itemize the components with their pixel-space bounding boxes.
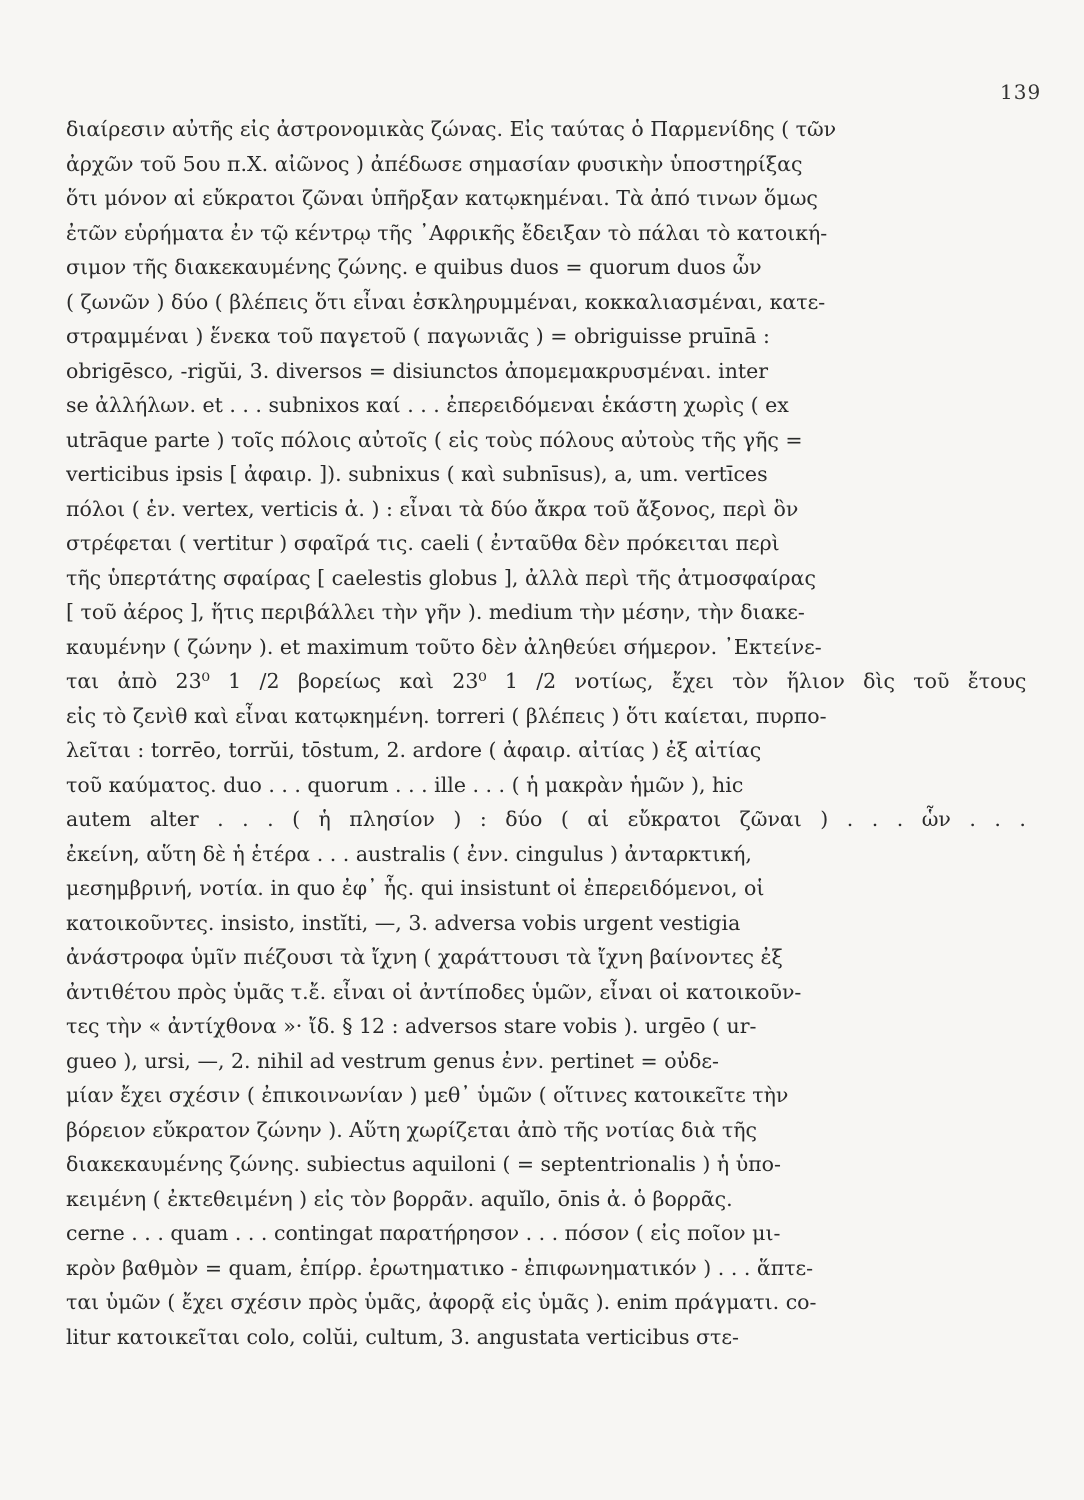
text-line: τες τὴν « ἀντίχθονα »· ἴδ. § 12 : adversos stare vobis ). urgēo ( ur- <box>66 1014 757 1038</box>
text-line: utrāque parte ) τοῖς πόλοις αὐτοῖς ( εἰς τοὺς πόλους αὐτοὺς τῆς γῆς = <box>66 427 803 452</box>
text-line: ἀντιθέτου πρὸς ὑμᾶς τ.ἔ. εἶναι οἱ ἀντίποδες ὑμῶν, εἶναι οἱ κατοικοῦν- <box>66 979 802 1004</box>
text-line: cerne . . . quam . . . contingat παρατήρησον . . . πόσον ( εἰς ποῖον μι- <box>66 1221 781 1245</box>
text-line: πόλοι ( ἑν. vertex, verticis ἀ. ) : εἶναι τὰ δύο ἄκρα τοῦ ἄξονος, περὶ ὃν <box>66 496 799 521</box>
text-line: σιμον τῆς διακεκαυμένης ζώνης. e quibus duos = quorum duos ὧν <box>66 255 762 279</box>
text-line: verticibus ipsis [ ἀφαιρ. ]). subnixus ( καὶ subnīsus), a, um. vertīces <box>66 462 768 486</box>
text-line: τῆς ὑπερτάτης σφαίρας [ caelestis globus ], ἀλλὰ περὶ τῆς ἀτμοσφαίρας <box>66 565 816 590</box>
text-line: στρέφεται ( vertitur ) σφαῖρά τις. caeli ( ἐνταῦθα δὲν πρόκειται περὶ <box>66 531 780 555</box>
text-line: τοῦ καύματος. duo . . . quorum . . . ille . . . ( ἡ μακρὰν ἡμῶν ), hic <box>66 772 744 797</box>
text-line: ( ζωνῶν ) δύο ( βλέπεις ὅτι εἶναι ἐσκληρυμμέναι, κοκκαλιασμέναι, κατε- <box>66 289 826 314</box>
text-line: ὅτι μόνον αἱ εὔκρατοι ζῶναι ὑπῆρξαν κατῳκημέναι. Τὰ ἀπό τινων ὅμως <box>66 186 818 210</box>
text-line: εἰς τὸ ζενὶθ καὶ εἶναι κατῳκημένη. torreri ( βλέπεις ) ὅτι καίεται, πυρπο- <box>66 703 827 728</box>
text-line: gueo ), ursi, —, 2. nihil ad vestrum genus ἐνν. pertinet = οὐδε- <box>66 1048 719 1073</box>
text-line: ἀνάστροφα ὑμῖν πιέζουσι τὰ ἴχνη ( χαράττουσι τὰ ἴχνη βαίνοντες ἐξ <box>66 945 783 969</box>
text-line: obrigēsco, -rigŭi, 3. diversos = disiunctos ἀπομεμακρυσμέναι. inter <box>66 358 769 383</box>
page-number: 139 <box>1000 80 1042 104</box>
text-line: κρὸν βαθμὸν = quam, ἐπίρρ. ἐρωτηματικο - ἐπιφωνηματικόν ) . . . ἅπτε- <box>66 1255 814 1280</box>
text-line: autem alter . . . ( ἡ πλησίον ) : δύο ( αἱ εὔκρατοι ζῶναι ) . . . ὧν . . . <box>66 807 1026 831</box>
text-line: ἐκείνη, αὕτη δὲ ἡ ἑτέρα . . . australis ( ἐνν. cingulus ) ἀνταρκτική, <box>66 841 752 866</box>
text-line: λεῖται : torrēo, torrŭi, tōstum, 2. ardore ( ἀφαιρ. αἰτίας ) ἐξ αἰτίας <box>66 738 762 762</box>
text-line: ἐτῶν εὑρήματα ἐν τῷ κέντρῳ τῆς ᾿Αφρικῆς ἔδειξαν τὸ πάλαι τὸ κατοική- <box>66 220 828 245</box>
text-line: στραμμέναι ) ἕνεκα τοῦ παγετοῦ ( παγωνιᾶς ) = obriguisse pruīnā : <box>66 324 770 348</box>
text-line: se ἀλλήλων. et . . . subnixos καί . . . ἐπερειδόμεναι ἑκάστη χωρὶς ( ex <box>66 393 789 417</box>
text-line: διαίρεσιν αὐτῆς εἰς ἀστρονομικὰς ζώνας. Εἰς ταύτας ὁ Παρμενίδης ( τῶν <box>66 117 837 141</box>
text-line: ται ὑμῶν ( ἔχει σχέσιν πρὸς ὑμᾶς, ἀφορᾷ εἰς ὑμᾶς ). enim πράγματι. co- <box>66 1290 817 1314</box>
text-line: ται ἀπὸ 23⁰ 1 /2 βορείως καὶ 23⁰ 1 /2 νοτίως, ἔχει τὸν ἥλιον δὶς τοῦ ἔτους <box>66 669 1026 693</box>
text-line: κατοικοῦντες. insisto, instĭti, —, 3. adversa vobis urgent vestigia <box>66 910 741 935</box>
text-line: βόρειον εὔκρατον ζώνην ). Αὕτη χωρίζεται ἀπὸ τῆς νοτίας διὰ τῆς <box>66 1117 758 1142</box>
text-line: litur κατοικεῖται colo, colŭi, cultum, 3. angustata verticibus στε- <box>66 1324 739 1349</box>
text-line: ἀρχῶν τοῦ 5ου π.Χ. αἰῶνος ) ἀπέδωσε σημασίαν φυσικὴν ὑποστηρίξας <box>66 151 803 176</box>
text-line: κειμένη ( ἐκτεθειμένη ) εἰς τὸν βορρᾶν. aquĭlo, ōnis ἀ. ὁ βορρᾶς. <box>66 1186 733 1211</box>
body-text <box>66 112 1026 1354</box>
text-line: διακεκαυμένης ζώνης. subiectus aquiloni ( = septentrionalis ) ἡ ὑπο- <box>66 1152 781 1176</box>
text-line: [ τοῦ ἀέρος ], ἥτις περιβάλλει τὴν γῆν ). medium τὴν μέσην, τὴν διακε- <box>66 600 805 624</box>
text-line: μεσημβρινή, νοτία. in quo ἐφ᾿ ἧς. qui insistunt οἱ ἐπερειδόμενοι, οἱ <box>66 876 765 900</box>
text-line: μίαν ἔχει σχέσιν ( ἐπικοινωνίαν ) μεθ᾿ ὑμῶν ( οἵτινες κατοικεῖτε τὴν <box>66 1083 789 1107</box>
text-line: καυμένην ( ζώνην ). et maximum τοῦτο δὲν ἀληθεύει σήμερον. ᾿Εκτείνε- <box>66 634 822 659</box>
